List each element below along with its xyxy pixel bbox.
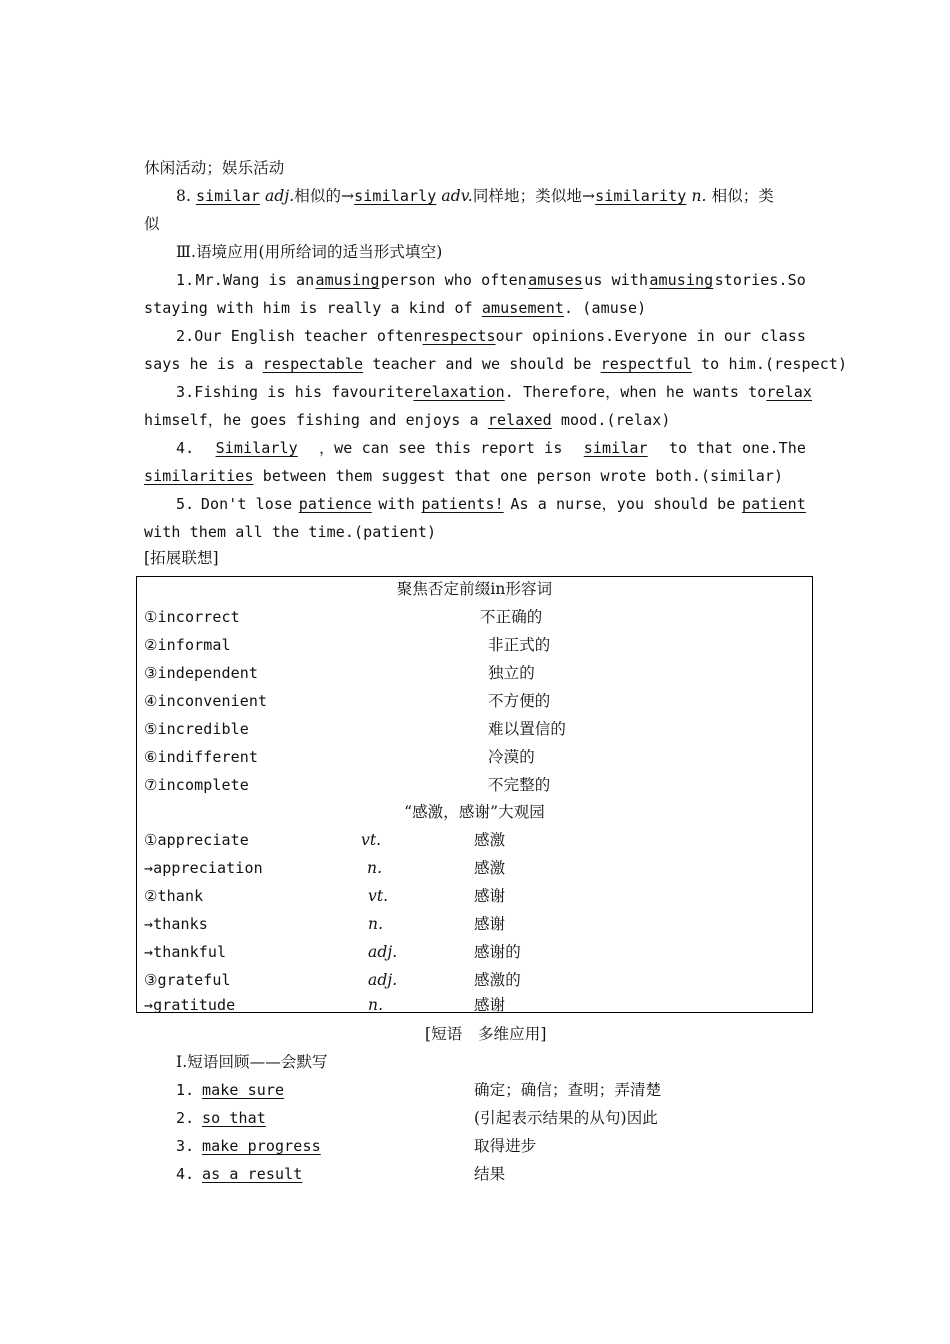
table2-meaning: 感谢 — [474, 996, 506, 1014]
q4-line1 — [176, 438, 806, 458]
item8-pos3: n. — [691, 187, 707, 205]
q4-line2 — [144, 466, 783, 486]
item8-tail: 似 — [144, 215, 160, 233]
table1-word: ③independent — [144, 664, 258, 682]
q4-text1: ，we can see this report is — [319, 439, 563, 457]
item8-word-similar: similar — [196, 187, 260, 205]
table2-word: →appreciation — [144, 859, 263, 877]
table2-meaning: 感激 — [474, 831, 506, 849]
q2-answer2: respectable — [262, 355, 364, 373]
q1-num: 1. — [176, 271, 195, 289]
table2-meaning: 感谢 — [474, 915, 506, 933]
table2-word: →gratitude — [144, 996, 236, 1014]
q1-text3: us with — [584, 271, 649, 289]
q4-text2: to that one.The — [669, 439, 806, 457]
table1-meaning: 难以置信的 — [488, 720, 567, 738]
q3-answer3: relaxed — [487, 411, 552, 429]
q5-line2: with them all the time.(patient) — [144, 523, 437, 541]
q2-answer1: respects — [422, 327, 496, 345]
phrase-meaning: 结果 — [474, 1165, 506, 1183]
q3-answer1: relaxation — [413, 383, 505, 401]
item8-word-similarly: similarly — [354, 187, 437, 205]
table2-pos: vt. — [368, 887, 389, 905]
phrase-answer: so that — [202, 1109, 266, 1127]
table2-word: ①appreciate — [144, 831, 249, 849]
table1-meaning: 冷漠的 — [488, 748, 535, 766]
q2-text3: says he is a — [144, 355, 254, 373]
q1-text1: Mr.Wang is an — [195, 271, 315, 289]
table1-word: ④inconvenient — [144, 692, 268, 710]
phrases-section-title: [短语 多维应用] — [425, 1025, 547, 1043]
q1-answer4: amusement — [481, 299, 565, 317]
item8-pos2: adv. — [441, 187, 473, 205]
q1-hint: . (amuse) — [564, 299, 647, 317]
table2-word: →thanks — [144, 915, 208, 933]
section3-heading: Ⅲ.语境应用(用所给词的适当形式填空) — [176, 243, 443, 261]
phrase-answer: as a result — [202, 1165, 303, 1183]
q3-answer2: relax — [766, 383, 813, 401]
q5-answer2: patients! — [421, 495, 504, 513]
phrase-num: 1. — [176, 1081, 195, 1099]
table2-word: ③grateful — [144, 971, 231, 989]
q2-hint: to him.(respect) — [701, 355, 848, 373]
q1-text2: person who often — [380, 271, 527, 289]
table1-word: ⑦incomplete — [144, 776, 249, 794]
table1-meaning: 不方便的 — [488, 692, 551, 710]
phrase-meaning: 确定；确信；查明；弄清楚 — [474, 1081, 662, 1099]
q1-line2 — [144, 298, 646, 318]
phrase-num: 2. — [176, 1109, 195, 1127]
q2-text4: teacher and we should be — [372, 355, 592, 373]
table2-title: “感激，感谢”大观园 — [404, 803, 545, 821]
table2-pos: adj. — [368, 971, 398, 989]
item8-pos1: adj. — [264, 187, 295, 205]
q3-num: 3. — [176, 383, 195, 401]
q2-line1 — [176, 326, 806, 346]
phrase-answer: make sure — [202, 1081, 285, 1099]
q5-answer1: patience — [298, 495, 372, 513]
item8-num: 8. — [176, 187, 191, 205]
phrase-meaning: 取得进步 — [474, 1137, 537, 1155]
table1-meaning: 独立的 — [488, 664, 535, 682]
table1-meaning: 不完整的 — [488, 776, 551, 794]
q4-text3: between them suggest that one person wrote both.(similar) — [262, 467, 784, 485]
q2-line2 — [144, 354, 847, 374]
leisure-line: 休闲活动；娱乐活动 — [144, 159, 285, 177]
extension-table — [136, 576, 813, 1013]
phrase-meaning: (引起表示结果的从句)因此 — [474, 1109, 658, 1127]
table1-title: 聚焦否定前缀in形容词 — [396, 580, 553, 598]
table2-pos: vt. — [361, 831, 382, 849]
q5-num: 5. — [176, 495, 195, 513]
q1-line1 — [176, 270, 806, 290]
q3-text3: himself，he goes fishing and enjoys a — [144, 411, 479, 429]
table1-meaning: 不正确的 — [480, 608, 543, 626]
q5-line1 — [176, 494, 806, 514]
table1-meaning: 非正式的 — [488, 636, 551, 654]
q2-text1: Our English teacher often — [194, 327, 423, 345]
q5-text2: with — [378, 495, 415, 513]
q1-answer3: amusing — [649, 271, 714, 289]
phrase-num: 4. — [176, 1165, 195, 1183]
table2-pos: n. — [368, 996, 384, 1014]
q4-num: 4. — [176, 439, 195, 457]
table2-meaning: 感谢 — [474, 887, 506, 905]
table1-word: ②informal — [144, 636, 231, 654]
q1-answer1: amusing — [315, 271, 380, 289]
phrases-heading: Ⅰ.短语回顾——会默写 — [176, 1053, 328, 1071]
table2-word: →thankful — [144, 943, 227, 961]
table1-word: ⑤incredible — [144, 720, 249, 738]
q3-line1 — [176, 382, 813, 402]
q2-num: 2. — [176, 327, 195, 345]
q4-answer3: similarities — [144, 467, 254, 485]
extension-label: [拓展联想] — [144, 549, 219, 567]
item8-meaning2: 同样地；类似地→ — [472, 187, 596, 205]
table2-meaning: 感激 — [474, 859, 506, 877]
table1-word: ①incorrect — [144, 608, 240, 626]
q1-answer2: amuses — [528, 271, 583, 289]
q1-text4: stories.So — [714, 271, 806, 289]
table1-word: ⑥indifferent — [144, 748, 258, 766]
table2-pos: n. — [367, 859, 383, 877]
q5-text3: As a nurse，you should be — [510, 495, 736, 513]
item8-word-similarity: similarity — [595, 187, 687, 205]
q3-text2: . Therefore，when he wants to — [504, 383, 767, 401]
phrase-num: 3. — [176, 1137, 195, 1155]
item8-line — [176, 186, 774, 206]
q1-text5: staying with him is really a kind of — [144, 299, 473, 317]
q4-answer1: Similarly — [215, 439, 298, 457]
item8-meaning1: 相似的→ — [294, 187, 355, 205]
q3-line2 — [144, 410, 670, 430]
table2-meaning: 感激的 — [474, 971, 521, 989]
table2-meaning: 感谢的 — [474, 943, 521, 961]
table2-word: ②thank — [144, 887, 204, 905]
q2-answer3: respectful — [600, 355, 692, 373]
phrase-answer: make progress — [202, 1137, 321, 1155]
q5-answer3: patient — [742, 495, 806, 513]
q3-hint: mood.(relax) — [560, 411, 671, 429]
table2-pos: n. — [368, 915, 384, 933]
item8-meaning3: 相似；类 — [711, 187, 775, 205]
q4-answer2: similar — [583, 439, 648, 457]
q3-text1: Fishing is his favourite — [194, 383, 414, 401]
table2-pos: adj. — [368, 943, 398, 961]
q2-text2: our opinions.Everyone in our class — [495, 327, 807, 345]
q5-text1: Don't lose — [200, 495, 293, 513]
